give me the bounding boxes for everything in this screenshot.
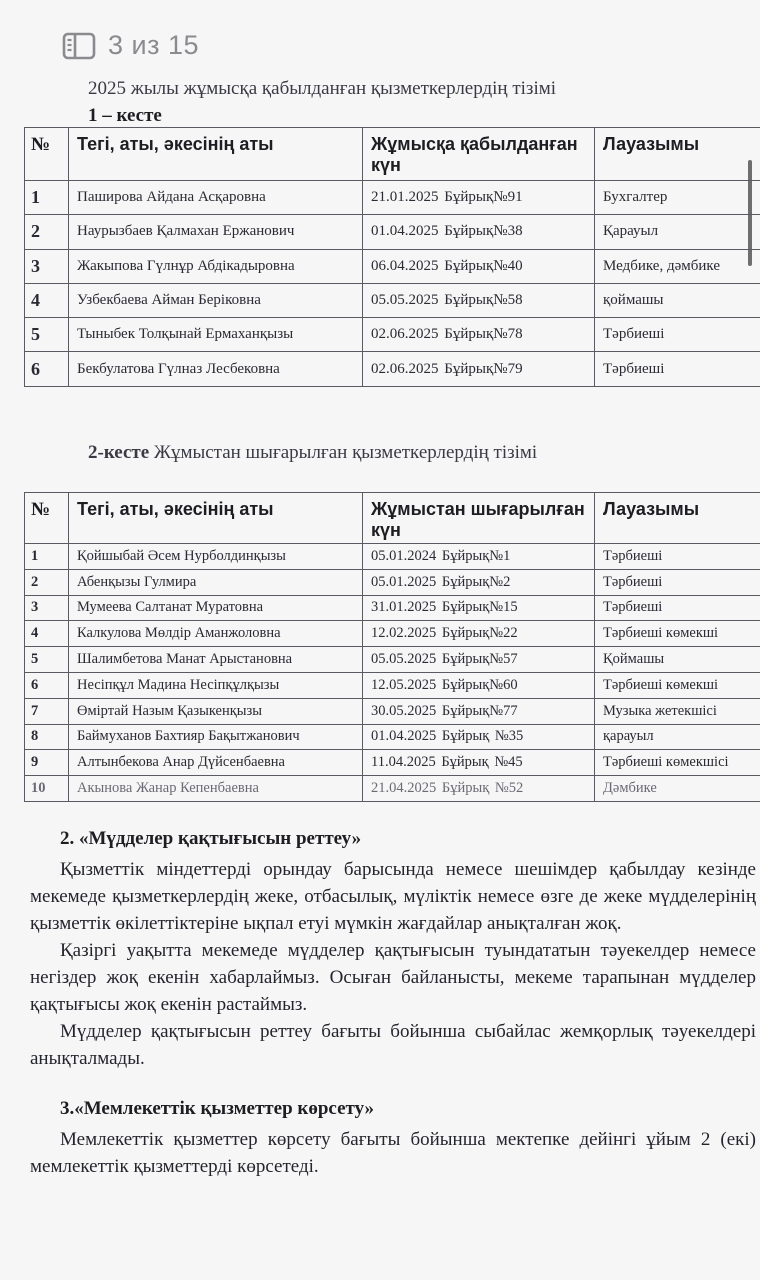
table-row xyxy=(25,544,760,570)
position: Қарауыл xyxy=(595,215,760,249)
date-order: 02.06.2025 Бұйрық№79 xyxy=(363,352,595,386)
date-order: 01.04.2025 Бұйрық№38 xyxy=(363,215,595,249)
row-number: 9 xyxy=(25,750,69,776)
row-number: 10 xyxy=(25,776,69,802)
row-number: 1 xyxy=(25,544,69,570)
table2-caption-text: Жұмыстан шығарылған қызметкерлердің тізімі xyxy=(149,442,538,463)
section2-heading: 2. «Мүдделер қақтығысын реттеу» xyxy=(60,828,362,849)
table-header-cell: Тегі, аты, әкесінің аты xyxy=(69,493,363,544)
position: Медбике, дәмбике xyxy=(595,249,760,283)
section3-heading: 3.«Мемлекеттік қызметтер көрсету» xyxy=(60,1098,375,1119)
row-number: 8 xyxy=(25,724,69,750)
paragraph: Мемлекеттік қызметтер көрсету бағыты бойынша мектепке дейінгі ұйым 2 (екі) мемлекеттік қызметтерді көрсетеді. xyxy=(30,1129,756,1177)
table-header-cell: Тегі, аты, әкесінің аты xyxy=(69,128,363,181)
table-row xyxy=(25,776,760,802)
date-order: 12.05.2025 Бұйрық№60 xyxy=(363,672,595,698)
employee-name: Алтынбекова Анар Дүйсенбаевна xyxy=(69,750,363,776)
table-header-cell: Лауазымы xyxy=(595,128,760,181)
table-row xyxy=(25,595,760,621)
date-order: 30.05.2025 Бұйрық№77 xyxy=(363,698,595,724)
row-number: 3 xyxy=(25,249,69,283)
row-number: 2 xyxy=(25,569,69,595)
table-row xyxy=(25,283,760,317)
table-header-cell: Жұмысқа қабылданған күн xyxy=(363,128,595,181)
date-order: 05.05.2025 Бұйрық№58 xyxy=(363,283,595,317)
table-row xyxy=(25,672,760,698)
position: Тәрбиеші көмекші xyxy=(595,621,760,647)
row-number: 6 xyxy=(25,672,69,698)
section2-body xyxy=(30,856,756,1072)
table-header-cell: Жұмыстан шығарылған күн xyxy=(363,493,595,544)
date-order: 02.06.2025 Бұйрық№78 xyxy=(363,318,595,352)
date-order: 12.02.2025 Бұйрық№22 xyxy=(363,621,595,647)
document-title: 2025 жылы жұмысқа қабылданған қызметкерлердің тізімі xyxy=(88,78,557,99)
position: Тәрбиеші xyxy=(595,318,760,352)
position: Музыка жетекшісі xyxy=(595,698,760,724)
employee-name: Несіпқұл Мадина Несіпқұлқызы xyxy=(69,672,363,698)
position: қарауыл xyxy=(595,724,760,750)
table1-caption: 1 – кесте xyxy=(88,105,162,126)
employee-name: Мумеева Салтанат Муратовна xyxy=(69,595,363,621)
page-counter[interactable] xyxy=(62,30,199,61)
date-order: 05.01.2024 Бұйрық№1 xyxy=(363,544,595,570)
table-row xyxy=(25,621,760,647)
page-counter-label: 3 из 15 xyxy=(108,30,200,60)
dismissed-employees-table xyxy=(24,492,760,802)
position: Тәрбиеші көмекші xyxy=(595,672,760,698)
employee-name: Жакыпова Гүлнұр Абдікадыровна xyxy=(69,249,363,283)
table-row xyxy=(25,724,760,750)
table2-caption xyxy=(88,442,537,464)
employee-name: Шалимбетова Манат Арыстановна xyxy=(69,647,363,673)
employee-name: Өміртай Назым Қазыкенқызы xyxy=(69,698,363,724)
employee-name: Наурызбаев Қалмахан Ержанович xyxy=(69,215,363,249)
table-header-cell: № xyxy=(25,128,69,181)
position: Тәрбиеші xyxy=(595,544,760,570)
employee-name: Паширова Айдана Асқаровна xyxy=(69,181,363,215)
row-number: 5 xyxy=(25,647,69,673)
sidebar-panel-icon[interactable] xyxy=(62,32,96,60)
table2-caption-number: 2-кесте xyxy=(88,442,150,463)
date-order: 05.05.2025 Бұйрық№57 xyxy=(363,647,595,673)
table-header-row xyxy=(25,493,760,544)
position: Қоймашы xyxy=(595,647,760,673)
row-number: 4 xyxy=(25,621,69,647)
table-row xyxy=(25,215,760,249)
employee-name: Бекбулатова Гүлназ Лесбековна xyxy=(69,352,363,386)
paragraph: Мүдделер қақтығысын реттеу бағыты бойынша сыбайлас жемқорлық тәуекелдері анықталмады. xyxy=(30,1021,756,1069)
employee-name: Абенқызы Гулмира xyxy=(69,569,363,595)
date-order: 05.01.2025 Бұйрық№2 xyxy=(363,569,595,595)
row-number: 7 xyxy=(25,698,69,724)
table-row xyxy=(25,698,760,724)
table-row xyxy=(25,181,760,215)
row-number: 4 xyxy=(25,283,69,317)
position: Тәрбиеші xyxy=(595,569,760,595)
position: Дәмбике xyxy=(595,776,760,802)
paragraph: Қазіргі уақытта мекемеде мүдделер қақтығысын туындататын тәуекелдер немесе негіздер жоқ екенін хабарлаймыз. Осыған байланысты, мекеме тарапынан мүдделер қақтығысы жоқ екенін растаймыз. xyxy=(30,940,756,1015)
table-header-cell: № xyxy=(25,493,69,544)
date-order: 31.01.2025 Бұйрық№15 xyxy=(363,595,595,621)
table-row xyxy=(25,750,760,776)
position: Тәрбиеші көмекшісі xyxy=(595,750,760,776)
employee-name: Баймуханов Бахтияр Бақытжанович xyxy=(69,724,363,750)
date-order: 01.04.2025 Бұйрық №35 xyxy=(363,724,595,750)
section3-body xyxy=(30,1126,756,1180)
row-number: 5 xyxy=(25,318,69,352)
employee-name: Калкулова Мөлдір Аманжоловна xyxy=(69,621,363,647)
table-row xyxy=(25,318,760,352)
employee-name: Узбекбаева Айман Беріковна xyxy=(69,283,363,317)
position: Тәрбиеші xyxy=(595,595,760,621)
date-order: 11.04.2025 Бұйрық №45 xyxy=(363,750,595,776)
hired-employees-table xyxy=(24,127,760,387)
row-number: 6 xyxy=(25,352,69,386)
employee-name: Акынова Жанар Кепенбаевна xyxy=(69,776,363,802)
table-row xyxy=(25,249,760,283)
table-row xyxy=(25,647,760,673)
row-number: 2 xyxy=(25,215,69,249)
employee-name: Тыныбек Толқынай Ермаханқызы xyxy=(69,318,363,352)
table-row xyxy=(25,569,760,595)
table-header-row xyxy=(25,128,760,181)
paragraph: Қызметтік міндеттерді орындау барысында немесе шешімдер қабылдау кезінде мекемеде қызметкерлердің жеке, отбасылық, мүліктік немесе өзге де жеке мүдделерінің қызметтік өкілеттіктеріне ықпал етуі мүмкін жағдайлар анықталған жоқ. xyxy=(30,859,756,934)
row-number: 3 xyxy=(25,595,69,621)
date-order: 21.04.2025 Бұйрық №52 xyxy=(363,776,595,802)
employee-name: Қойшыбай Әсем Нурболдинқызы xyxy=(69,544,363,570)
position: Тәрбиеші xyxy=(595,352,760,386)
row-number: 1 xyxy=(25,181,69,215)
position: Бухгалтер xyxy=(595,181,760,215)
date-order: 06.04.2025 Бұйрық№40 xyxy=(363,249,595,283)
table-row xyxy=(25,352,760,386)
position: қоймашы xyxy=(595,283,760,317)
date-order: 21.01.2025 Бұйрық№91 xyxy=(363,181,595,215)
table-header-cell: Лауазымы xyxy=(595,493,760,544)
